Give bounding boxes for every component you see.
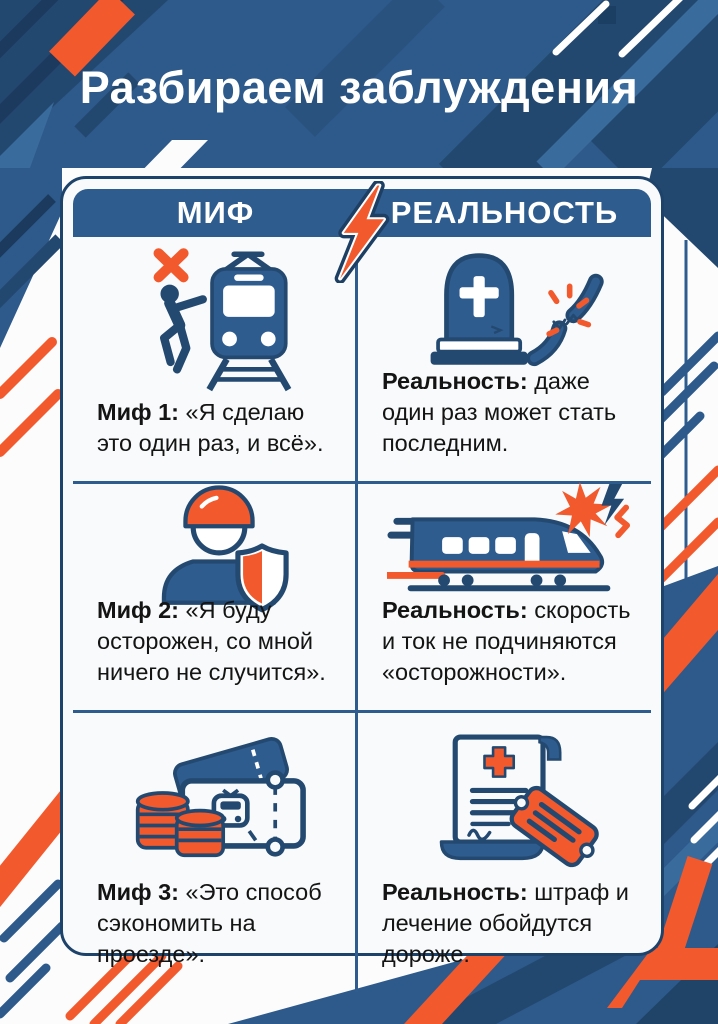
myth-column-header: МИФ <box>176 195 255 230</box>
coins-train-ticket-icon <box>97 725 341 873</box>
page-title: Разбираем заблуждения <box>79 62 639 113</box>
myth-reality-card <box>60 176 664 968</box>
reality-1-cell <box>358 237 651 484</box>
speeding-train-sparks-icon <box>382 496 637 591</box>
myth-3-cell <box>73 713 358 992</box>
medical-bill-ticket-icon <box>382 725 637 873</box>
table-header <box>73 189 651 237</box>
myth-3-text: Миф 3: «Это способ сэкономить на проезде». <box>97 879 322 968</box>
lightning-bolt-icon <box>324 181 400 283</box>
reality-2-text: Реальность: скорость и ток не подчиняются «осторожности». <box>381 596 631 685</box>
reality-3-cell <box>358 713 651 992</box>
myth-2-text: Миф 2: «Я буду осторожен, со мной ничего не случится». <box>97 596 326 685</box>
table-body <box>73 237 651 992</box>
worker-helmet-shield-icon <box>97 496 341 591</box>
reality-2-cell <box>358 484 651 713</box>
person-climbing-train-x-icon <box>97 249 341 393</box>
reality-1-text: Реальность: даже один раз может стать последним. <box>381 367 617 456</box>
myth-1-text: Миф 1: «Я сделаю это один раз, и всё». <box>97 398 324 456</box>
reality-column-header: РЕАЛЬНОСТЬ <box>390 195 619 230</box>
gravestone-broken-cable-icon <box>382 249 637 362</box>
myth-2-cell <box>73 484 358 713</box>
myth-1-cell <box>73 237 358 484</box>
reality-3-text: Реальность: штраф и лечение обойдутся дороже. <box>381 879 629 968</box>
